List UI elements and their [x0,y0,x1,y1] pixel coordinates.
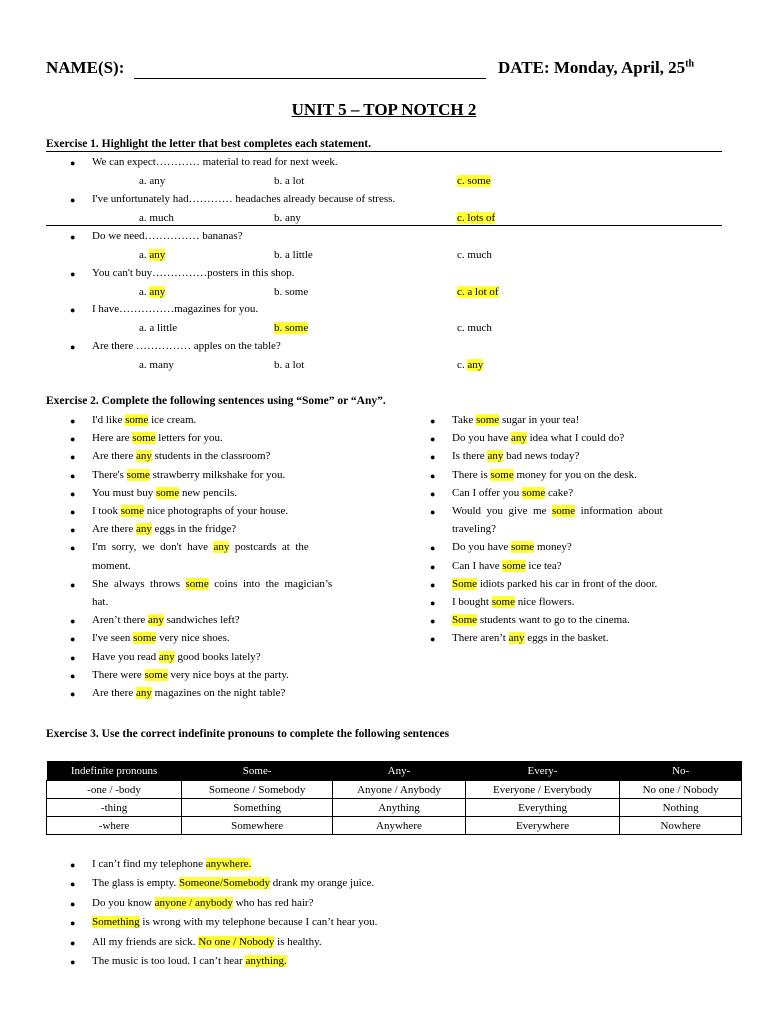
sentence-post: money? [534,541,572,554]
option-b: b. any [274,212,301,224]
sentence-pre: Can I have [452,559,503,572]
option-c [457,322,492,334]
sentence-pre: Is there [452,450,488,463]
sentence [92,450,270,462]
page-title: UNIT 5 – TOP NOTCH 2 [291,100,477,119]
answer-word: any [135,523,152,536]
bullet-icon: ● [70,158,76,168]
option-a [139,359,174,371]
option-a-text: a. any [139,175,166,187]
option-c [457,212,495,224]
answer-word: some [551,505,576,517]
sentence [92,687,285,699]
sentence-post: students want to go to the cinema. [477,614,630,627]
sentence [92,505,288,517]
bullet-icon: ● [430,416,436,426]
bullet-icon: ● [70,488,76,499]
bullet-icon: ● [70,898,76,909]
sentence-post: drank my orange juice. [270,877,375,890]
sentence-post: idiots parked his car in front of the door. [477,577,658,590]
table-cell: Nowhere [620,817,742,835]
bullet-icon: ● [70,525,76,536]
sentence-pre: She always throws [92,577,186,590]
answer-word: some [125,414,149,426]
bullet-icon: ● [430,616,436,627]
option-c-text: c. some [457,175,491,187]
bullet-icon: ● [430,488,436,499]
bullet-icon: ● [70,416,76,426]
sentence [452,541,572,553]
bullet-icon: ● [430,452,436,463]
sentence [452,578,657,590]
sentence-pre: Have you read [92,650,159,663]
sentence-post: bad news today? [503,450,580,463]
answer-word: Some [452,614,478,627]
answer-word: some [132,432,156,445]
sentence-post: magazines on the night table? [151,687,286,699]
bullet-icon: ● [70,652,76,663]
sentence [92,955,287,967]
bullet-icon: ● [70,937,76,948]
sentence-pre: You must buy [92,486,156,499]
table-cell: No one / Nobody [620,781,742,799]
answer-word: any [508,632,525,645]
sentence-post: letters for you. [155,432,223,445]
table-cell: Everyone / Everybody [465,781,619,799]
date-label [498,58,694,78]
bullet-icon: ● [70,579,76,590]
option-c [457,175,491,187]
bullet-icon: ● [70,232,76,242]
sentence [92,487,237,499]
sentence [92,936,322,948]
sentence-post: sugar in your tea! [499,414,580,426]
option-a-text: any [149,286,166,298]
sentence [452,469,637,481]
option-c-text: c. much [457,322,492,334]
exercise-3-title: Exercise 3. Use the correct indefinite pronouns to complete the following sentences [46,728,450,740]
option-a [139,175,165,187]
sentence-post: very nice shoes. [156,632,230,645]
table-cell: Everywhere [465,817,619,835]
sentence-pre: I'm sorry, we don't have [92,541,214,554]
sentence-post: who has red hair? [232,896,314,909]
sentence [92,614,240,626]
table-cell: Anything [333,799,466,817]
sentence-post: postcards at the [229,541,309,554]
option-a [139,286,165,298]
table-header-cell: Every- [465,761,619,781]
sentence [452,632,609,644]
table-header-row [47,761,742,781]
option-letter: a. [139,249,147,261]
option-b: b. some [274,322,309,334]
option-a [139,322,177,334]
answer-word: some [510,541,535,554]
sentence-post: idea what I could do? [526,432,625,445]
option-c [457,286,499,298]
sentence [452,560,562,572]
sentence-post: very nice boys at the party. [167,668,289,681]
sentence-pre: Do you have [452,541,511,554]
answer-word: any [510,432,527,445]
option-a [139,212,174,224]
table-cell: Somewhere [182,817,333,835]
bullet-icon: ● [430,470,436,481]
answer-word: anywhere. [205,858,252,870]
sentence-pre: The music is too loud. I can’t hear [92,955,246,967]
sentence [92,877,374,889]
bullet-icon: ● [70,195,76,205]
answer-word: any [487,450,504,463]
exercise-2-title: Exercise 2. Complete the following sentences using “Some” or “Any”. [46,395,386,407]
sentence-post: coins into the magician’s [208,577,333,590]
answer-word: No one / Nobody [198,935,275,948]
option-a-text: any [149,249,166,261]
bullet-icon: ● [70,860,76,870]
option-c [457,359,483,371]
table-cell: -where [47,817,182,835]
question-text: I have……………magazines for you. [92,303,259,315]
option-a-text: a. many [139,359,174,371]
date-suffix: th [685,58,695,70]
bullet-icon: ● [70,543,76,554]
sentence-post: ice cream. [148,414,197,426]
sentence-continuation: traveling? [452,523,496,536]
sentence [452,487,573,499]
sentence-pre: There is [452,468,491,481]
option-c [457,249,492,261]
sentence [92,578,362,590]
bullet-icon: ● [430,543,436,554]
answer-word: any [158,650,175,663]
sentence-pre: There's [92,468,127,481]
answer-word: some [133,632,157,645]
sentence [92,916,377,928]
name-label: NAME(S): [46,58,125,77]
sentence [92,432,223,444]
option-b: b. some [274,286,309,298]
sentence-pre: Are there [92,450,136,463]
sentence-pre: I'd like [92,414,126,426]
question-text: Are there …………… apples on the table? [92,340,281,352]
answer-word: Some [452,577,478,590]
bullet-icon: ● [430,598,436,608]
table-row [47,817,742,835]
bullet-icon: ● [70,342,76,352]
answer-word: some [490,468,514,481]
table-row [47,781,742,799]
bullet-icon: ● [70,269,76,279]
table-header-cell: Indefinite pronouns [47,761,182,781]
sentence [92,669,289,681]
sentence-post: strawberry milkshake for you. [149,468,286,481]
bullet-icon: ● [70,879,76,890]
bullet-icon: ● [70,305,76,315]
answer-word: some [475,414,500,426]
sentence [92,414,196,426]
answer-word: Someone/Somebody [178,877,271,890]
sentence-pre: I took [92,505,121,517]
sentence-post: nice flowers. [514,596,575,608]
divider [46,225,722,226]
question-text: I've unfortunately had………… headaches already because of stress. [92,193,396,205]
sentence-pre: Take [452,414,476,426]
exercise-1-title: Exercise 1. Highlight the letter that best completes each statement. [46,138,372,150]
option-c-text: c. a lot of [457,286,499,298]
sentence-post: sandwiches left? [163,614,240,627]
divider [46,151,722,152]
sentence-post: good books lately? [174,650,261,663]
sentence-pre: All my friends are sick. [92,935,199,948]
table-cell: Nothing [620,799,742,817]
sentence [452,614,630,626]
sentence-pre: Do you know [92,896,155,909]
table-cell: Someone / Somebody [182,781,333,799]
sentence-pre: I can’t find my telephone [92,858,206,870]
answer-word: any [213,541,230,554]
sentence [452,432,624,444]
sentence [92,541,362,553]
bullet-icon: ● [430,507,436,517]
bullet-icon: ● [70,689,76,699]
answer-word: Something [92,916,140,929]
answer-word: any [135,687,152,699]
sentence [92,897,313,909]
sentence-post: cake? [545,486,574,499]
sentence-post: is wrong with my telephone because I can’t hear you. [139,916,378,929]
sentence-pre: Aren’t there [92,614,148,627]
option-c-text: c. lots of [457,212,496,224]
answer-word: some [502,559,526,572]
option-a-text: a. a little [139,322,178,334]
sentence-pre: Are there [92,523,136,536]
option-letter: c. [457,359,468,371]
answer-word: some [144,668,168,681]
sentence-pre: Would you give me [452,505,552,517]
sentence-pre: Are there [92,687,136,699]
sentence-continuation: moment. [92,559,131,572]
table-row [47,799,742,817]
pronoun-table [46,761,742,835]
table-body [47,781,742,835]
answer-word: any [135,450,152,463]
option-c-text: c. much [457,249,492,261]
bullet-icon: ● [430,579,436,590]
table-cell: Anyone / Anybody [333,781,466,799]
sentence-post: eggs in the basket. [524,632,609,645]
question-text: Do we need…………… bananas? [92,230,243,242]
sentence [452,505,722,517]
sentence [452,450,579,462]
question-text: We can expect………… material to read for next week. [92,156,338,168]
table-cell: Everything [465,799,619,817]
bullet-icon: ● [70,470,76,481]
answer-word: some [185,577,209,590]
sentence-post: new pencils. [179,486,237,499]
answer-word: some [156,486,180,499]
answer-word: anything. [245,955,287,967]
sentence-pre: Do you have [452,432,511,445]
sentence-pre: There aren’t [452,632,509,645]
answer-word: some [126,468,150,481]
bullet-icon: ● [430,561,436,572]
sentence-post: nice photographs of your house. [143,505,289,517]
sentence-pre: There were [92,668,145,681]
sentence [92,651,261,663]
sentence-pre: Can I offer you [452,486,523,499]
bullet-icon: ● [70,634,76,645]
sentence [92,523,236,535]
sentence-post: ice tea? [525,559,562,572]
sentence-post: information about [575,505,663,517]
answer-word: anyone / anybody [154,896,233,909]
sentence [92,858,251,870]
answer-word: some [120,505,144,517]
table-cell: Something [182,799,333,817]
answer-word: some [491,596,515,608]
sentence-post: eggs in the fridge? [151,523,237,536]
answer-word: some [522,486,546,499]
bullet-icon: ● [70,670,76,681]
sentence-pre: I bought [452,596,492,608]
sentence-post: students in the classroom? [151,450,271,463]
bullet-icon: ● [430,634,436,645]
sentence-continuation: hat. [92,596,109,608]
option-a-text: a. much [139,212,174,224]
table-cell: -one / -body [47,781,182,799]
sentence [92,469,285,481]
sentence-pre: Here are [92,432,133,445]
question-text: You can't buy……………posters in this shop. [92,267,295,279]
table-cell: -thing [47,799,182,817]
table-header-cell: No- [620,761,742,781]
table-header-cell: Any- [333,761,466,781]
option-b: b. a little [274,249,313,261]
bullet-icon: ● [70,957,76,967]
option-b: b. a lot [274,359,305,371]
option-b: b. a lot [274,175,305,187]
sentence [452,596,575,608]
table-header-cell: Some- [182,761,333,781]
bullet-icon: ● [70,507,76,517]
name-blank-line [134,78,486,79]
sentence [92,632,230,644]
answer-word: any [148,614,164,627]
date-text: DATE: Monday, April, 25 [498,58,686,77]
option-letter: a. [139,286,147,298]
sentence [452,414,579,426]
sentence-pre: I've seen [92,632,134,645]
bullet-icon: ● [70,918,76,929]
table-cell: Anywhere [333,817,466,835]
bullet-icon: ● [430,434,436,445]
bullet-icon: ● [70,434,76,445]
bullet-icon: ● [70,616,76,627]
option-a [139,249,165,261]
sentence-post: is healthy. [274,935,322,948]
sentence-post: money for you on the desk. [513,468,637,481]
option-c-text: any [467,359,484,371]
sentence-pre: The glass is empty. [92,877,179,890]
bullet-icon: ● [70,452,76,463]
